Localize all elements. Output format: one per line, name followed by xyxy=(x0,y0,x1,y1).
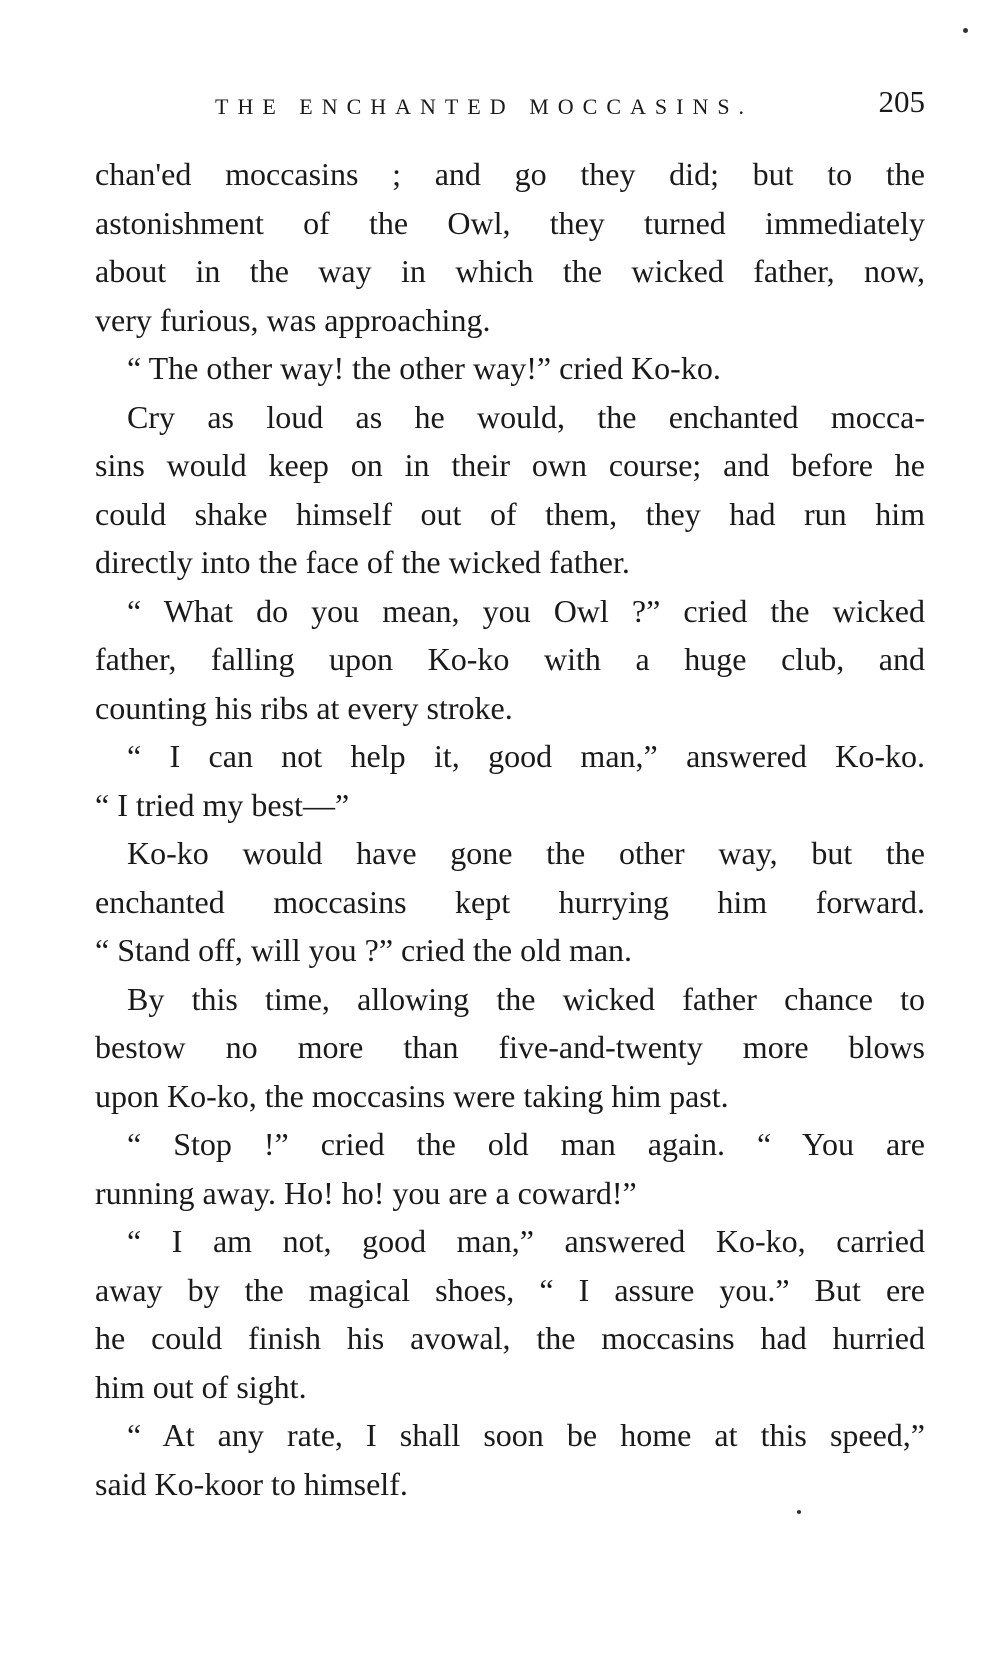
text-line: “ I am not, good man,” answered Ko-ko, carried xyxy=(127,1223,925,1259)
text-line: upon Ko-ko, the moccasins were taking him past. xyxy=(95,1077,729,1114)
ink-speck xyxy=(963,28,968,33)
text-line: “ Stop !” cried the old man again. “ You are xyxy=(127,1126,925,1162)
running-title: THE ENCHANTED MOCCASINS. xyxy=(215,94,754,119)
running-head xyxy=(95,84,925,124)
text-line: father, falling upon Ko-ko with a huge club, and xyxy=(95,641,925,677)
text-line: about in the way in which the wicked father, now, xyxy=(95,253,925,289)
text-line: said Ko-koor to himself. xyxy=(95,1465,408,1502)
text-line: directly into the face of the wicked father. xyxy=(95,544,630,580)
body-text xyxy=(95,150,925,1508)
page-number: 205 xyxy=(878,84,925,119)
text-line: chan'ed moccasins ; and go they did; but to the xyxy=(95,156,925,192)
text-line: “ What do you mean, you Owl ?” cried the wicked xyxy=(127,592,925,629)
text-line: bestow no more than five-and-twenty more blows xyxy=(95,1029,925,1065)
text-line: away by the magical shoes, “ I assure you.” But ere xyxy=(95,1271,925,1308)
text-line: enchanted moccasins kept hurrying him forward. xyxy=(95,883,925,920)
text-line: him out of sight. xyxy=(95,1368,307,1405)
text-line: “ The other way! the other way!” cried Ko-ko. xyxy=(127,350,721,386)
text-line: “ I can not help it, good man,” answered Ko-ko. xyxy=(127,738,925,774)
text-line: “ I tried my best—” xyxy=(95,786,350,823)
text-line: could shake himself out of them, they had run him xyxy=(95,495,925,532)
text-line: Ko-ko would have gone the other way, but the xyxy=(127,835,925,871)
text-line: By this time, allowing the wicked father chance to xyxy=(127,980,925,1017)
text-line: sins would keep on in their own course; and before he xyxy=(95,447,925,483)
text-line: astonishment of the Owl, they turned immediately xyxy=(95,204,925,241)
text-line: “ At any rate, I shall soon be home at this speed,” xyxy=(127,1417,925,1453)
ink-speck xyxy=(797,1510,801,1514)
text-line: counting his ribs at every stroke. xyxy=(95,689,513,726)
text-line: running away. Ho! ho! you are a coward!” xyxy=(95,1174,637,1211)
text-line: “ Stand off, will you ?” cried the old man. xyxy=(95,932,633,968)
text-line: Cry as loud as he would, the enchanted mocca- xyxy=(127,398,925,435)
text-line: very furious, was approaching. xyxy=(95,301,491,338)
text-line: he could finish his avowal, the moccasins had hurried xyxy=(95,1320,925,1356)
